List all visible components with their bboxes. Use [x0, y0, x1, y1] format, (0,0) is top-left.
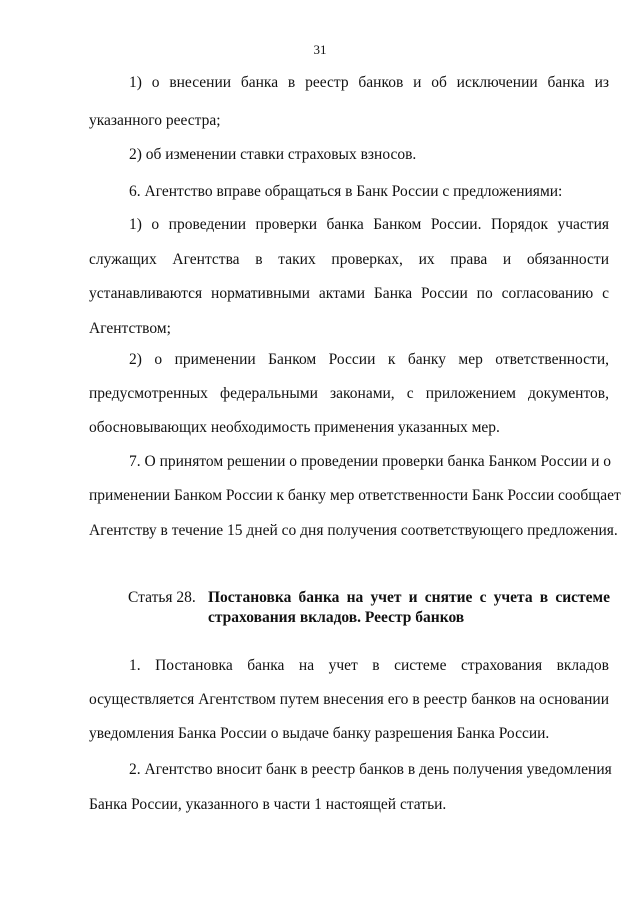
text-line: Банка России, указанного в части 1 настоящей статьи. [89, 796, 447, 813]
text-line: Агентству в течение 15 дней со дня получения соответствующего предложения. [89, 522, 618, 539]
text-line: 2. Агентство вносит банк в реестр банков в день получения уведомления [129, 761, 612, 778]
text-line: 2) о применении Банком России к банку мер ответственности, [129, 351, 609, 368]
article-title-line-1: Постановка банка на учет и снятие с учета в системе [208, 589, 610, 606]
text-line: применении Банком России к банку мер ответственности Банк России сообщает [89, 487, 621, 504]
text-line: 1. Постановка банка на учет в системе страхования вкладов [129, 657, 609, 674]
text-line: 1) о проведении проверки банка Банком России. Порядок участия [129, 216, 609, 233]
text-line: 6. Агентство вправе обращаться в Банк России с предложениями: [129, 183, 563, 200]
text-line: 1) о внесении банка в реестр банков и об исключении банка из [129, 74, 609, 91]
text-line: 7. О принятом решении о проведении проверки банка Банком России и о [129, 453, 612, 470]
text-line: уведомления Банка России о выдаче банку разрешения Банка России. [89, 725, 550, 742]
text-line: обосновывающих необходимость применения указанных мер. [89, 419, 500, 436]
text-line: Агентством; [89, 320, 171, 337]
article-title-line-2: страхования вкладов. Реестр банков [208, 609, 465, 626]
text-line: предусмотренных федеральными законами, с приложением документов, [89, 385, 609, 402]
text-line: устанавливаются нормативными актами Банка России по согласованию с [89, 285, 609, 302]
text-line: осуществляется Агентством путем внесения его в реестр банков на основании [89, 691, 609, 708]
text-line: 2) об изменении ставки страховых взносов. [129, 146, 417, 163]
text-line: служащих Агентства в таких проверках, их права и обязанности [89, 251, 609, 268]
page-number: 31 [313, 42, 327, 57]
text-line: указанного реестра; [89, 112, 221, 129]
article-label: Статья 28. [128, 589, 196, 606]
